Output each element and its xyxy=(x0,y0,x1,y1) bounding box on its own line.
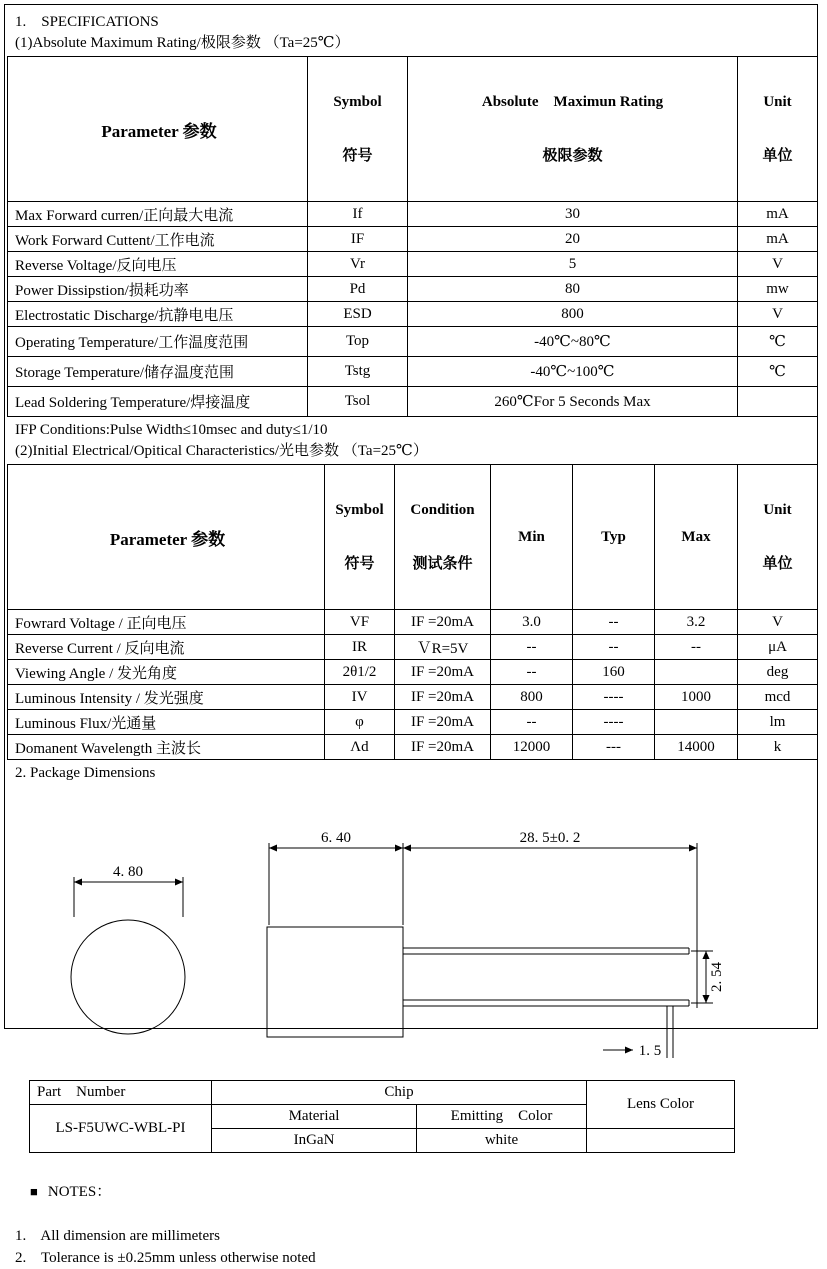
unit-cell: mcd xyxy=(738,685,818,710)
symbol-cell: VF xyxy=(325,610,395,635)
table-row xyxy=(8,202,818,227)
parameter-cell: Storage Temperature/储存温度范围 xyxy=(8,357,308,387)
emitting-color-header: Emitting Color xyxy=(417,1105,587,1129)
typ-cell: 160 xyxy=(573,660,655,685)
emitting-color-value: white xyxy=(417,1129,587,1153)
symbol-header-en: Symbol xyxy=(333,94,382,110)
table-row xyxy=(8,277,818,302)
table-row xyxy=(30,1081,735,1105)
lens-front-view xyxy=(71,920,185,1034)
electro-optical-table xyxy=(7,464,818,760)
rating-cell: -40℃~100℃ xyxy=(408,357,738,387)
table-row xyxy=(8,660,818,685)
dim-lead-length xyxy=(403,830,697,1008)
unit-cell: V xyxy=(738,252,818,277)
symbol-cell: Vr xyxy=(308,252,408,277)
parameter-cell: Luminous Flux/光通量 xyxy=(8,710,325,735)
dim-lead-tip xyxy=(603,1043,661,1059)
min-header: Min xyxy=(491,465,573,610)
typ-cell: --- xyxy=(573,735,655,760)
parameter-cell: Operating Temperature/工作温度范围 xyxy=(8,327,308,357)
parameter-cell: Fowrard Voltage / 正向电压 xyxy=(8,610,325,635)
dim-lens-diameter xyxy=(74,864,183,917)
table-row xyxy=(8,252,818,277)
parameter-cell: Electrostatic Discharge/抗静电电压 xyxy=(8,302,308,327)
unit-cell: ℃ xyxy=(738,357,818,387)
typ-cell: -- xyxy=(573,635,655,660)
typ-cell: ---- xyxy=(573,685,655,710)
rating-cell: 5 xyxy=(408,252,738,277)
table-row xyxy=(8,685,818,710)
table-row xyxy=(8,735,818,760)
table-row xyxy=(8,227,818,252)
min-cell: -- xyxy=(491,635,573,660)
symbol-cell: IR xyxy=(325,635,395,660)
notes-title: NOTES： xyxy=(47,1184,112,1200)
rating-cell: 800 xyxy=(408,302,738,327)
symbol-header xyxy=(325,465,395,610)
unit-cell: k xyxy=(738,735,818,760)
min-cell: 800 xyxy=(491,685,573,710)
table-row xyxy=(8,302,818,327)
table-row xyxy=(8,710,818,735)
specifications-heading: 1. SPECIFICATIONS xyxy=(15,14,159,30)
condition-cell: IF =20mA xyxy=(395,710,491,735)
max-cell: 1000 xyxy=(655,685,738,710)
chip-header: Chip xyxy=(212,1081,587,1105)
unit-header xyxy=(738,57,818,202)
square-bullet-icon: ■ xyxy=(30,1184,38,1199)
rating-header-en: Absolute Maximun Rating xyxy=(481,94,664,110)
unit-cell: deg xyxy=(738,660,818,685)
unit-header-en: Unit xyxy=(763,502,792,518)
electro-optical-heading: (2)Initial Electrical/Opitical Characteristics/光电参数 （Ta=25℃） xyxy=(15,443,428,459)
dim-lead-pitch-label: 2. 54 xyxy=(709,962,725,992)
unit-cell: V xyxy=(738,302,818,327)
absolute-maximum-rating-table xyxy=(7,56,818,417)
rating-header-cn: 极限参数 xyxy=(542,148,603,164)
table-row xyxy=(8,610,818,635)
dim-lead-length-label: 28. 5±0. 2 xyxy=(519,830,581,846)
abs-max-rating-heading: (1)Absolute Maximum Rating/极限参数 （Ta=25℃） xyxy=(15,35,350,51)
bent-lead-tip xyxy=(667,1006,673,1058)
symbol-cell: Pd xyxy=(308,277,408,302)
typ-cell: -- xyxy=(573,610,655,635)
symbol-cell: IF xyxy=(308,227,408,252)
symbol-cell: φ xyxy=(325,710,395,735)
unit-cell xyxy=(738,387,818,417)
max-cell: 3.2 xyxy=(655,610,738,635)
parameter-cell: Lead Soldering Temperature/焊接温度 xyxy=(8,387,308,417)
max-cell xyxy=(655,710,738,735)
min-cell: -- xyxy=(491,660,573,685)
table-row xyxy=(8,327,818,357)
lens-color-header: Lens Color xyxy=(587,1081,735,1129)
dim-lead-tip-label: 1. 5 xyxy=(638,1043,662,1059)
condition-cell: IF =20mA xyxy=(395,660,491,685)
unit-cell: V xyxy=(738,610,818,635)
part-chip-table xyxy=(29,1080,735,1153)
parameter-cell: Reverse Voltage/反向电压 xyxy=(8,252,308,277)
dim-body-width-label: 6. 40 xyxy=(321,830,351,846)
condition-cell: ＶR=5V xyxy=(395,635,491,660)
condition-header xyxy=(395,465,491,610)
rating-cell: 260℃For 5 Seconds Max xyxy=(408,387,738,417)
symbol-cell: ESD xyxy=(308,302,408,327)
symbol-cell: Tstg xyxy=(308,357,408,387)
symbol-cell: Tsol xyxy=(308,387,408,417)
table-row xyxy=(8,387,818,417)
max-header: Max xyxy=(655,465,738,610)
unit-cell: ℃ xyxy=(738,327,818,357)
parameter-cell: Power Dissipstion/损耗功率 xyxy=(8,277,308,302)
lens-color-value xyxy=(587,1129,735,1153)
min-cell: 12000 xyxy=(491,735,573,760)
unit-header-en: Unit xyxy=(763,94,792,110)
symbol-cell: If xyxy=(308,202,408,227)
max-cell xyxy=(655,660,738,685)
symbol-cell: 2θ1/2 xyxy=(325,660,395,685)
parameter-cell: Domanent Wavelength 主波长 xyxy=(8,735,325,760)
table-header-row xyxy=(8,57,818,202)
package-drawing xyxy=(7,786,827,1074)
unit-cell: μA xyxy=(738,635,818,660)
table-row xyxy=(8,635,818,660)
unit-cell: lm xyxy=(738,710,818,735)
condition-cell: IF =20mA xyxy=(395,735,491,760)
symbol-header xyxy=(308,57,408,202)
table-row xyxy=(8,357,818,387)
rating-cell: 30 xyxy=(408,202,738,227)
rating-cell: 20 xyxy=(408,227,738,252)
min-cell: 3.0 xyxy=(491,610,573,635)
parameter-cell: Reverse Current / 反向电流 xyxy=(8,635,325,660)
table-header-row xyxy=(8,465,818,610)
lens-circle xyxy=(71,920,185,1034)
symbol-header-cn: 符号 xyxy=(344,556,375,572)
parameter-cell: Work Forward Cuttent/工作电流 xyxy=(8,227,308,252)
dim-lens-diameter-label: 4. 80 xyxy=(113,864,143,880)
typ-header: Typ xyxy=(573,465,655,610)
datasheet-page xyxy=(4,4,818,1266)
rating-cell: -40℃~80℃ xyxy=(408,327,738,357)
parameter-header: Parameter 参数 xyxy=(8,57,308,202)
symbol-header-en: Symbol xyxy=(335,502,384,518)
part-number-value: LS-F5UWC-WBL-PI xyxy=(30,1105,212,1153)
condition-cell: IF =20mA xyxy=(395,685,491,710)
dim-lead-pitch xyxy=(691,951,725,1003)
parameter-header: Parameter 参数 xyxy=(8,465,325,610)
note-line-2: 2. Tolerance is ±0.25mm unless otherwise noted xyxy=(15,1250,316,1266)
material-value: InGaN xyxy=(212,1129,417,1153)
typ-cell: ---- xyxy=(573,710,655,735)
condition-cell: IF =20mA xyxy=(395,610,491,635)
max-cell: -- xyxy=(655,635,738,660)
part-number-header: Part Number xyxy=(30,1081,212,1105)
package-dimensions-heading: 2. Package Dimensions xyxy=(15,765,156,781)
rating-header xyxy=(408,57,738,202)
parameter-cell: Viewing Angle / 发光角度 xyxy=(8,660,325,685)
led-body xyxy=(267,927,403,1037)
parameter-cell: Luminous Intensity / 发光强度 xyxy=(8,685,325,710)
min-cell: -- xyxy=(491,710,573,735)
unit-cell: mA xyxy=(738,202,818,227)
symbol-header-cn: 符号 xyxy=(342,148,373,164)
dim-body-width xyxy=(269,830,403,925)
max-cell: 14000 xyxy=(655,735,738,760)
ifp-conditions-note: IFP Conditions:Pulse Width≤10msec and duty≤1/10 xyxy=(15,422,328,438)
rating-cell: 80 xyxy=(408,277,738,302)
note-line-1: 1. All dimension are millimeters xyxy=(15,1228,220,1244)
condition-header-cn: 测试条件 xyxy=(412,556,473,572)
symbol-cell: IV xyxy=(325,685,395,710)
material-header: Material xyxy=(212,1105,417,1129)
unit-header xyxy=(738,465,818,610)
unit-header-cn: 单位 xyxy=(762,148,793,164)
lower-lead xyxy=(403,1000,689,1006)
symbol-cell: Λd xyxy=(325,735,395,760)
condition-header-en: Condition xyxy=(410,502,475,518)
symbol-cell: Top xyxy=(308,327,408,357)
parameter-cell: Max Forward curren/正向最大电流 xyxy=(8,202,308,227)
unit-cell: mA xyxy=(738,227,818,252)
unit-cell: mw xyxy=(738,277,818,302)
unit-header-cn: 单位 xyxy=(762,556,793,572)
notes-heading xyxy=(15,1159,815,1225)
upper-lead xyxy=(403,948,689,954)
